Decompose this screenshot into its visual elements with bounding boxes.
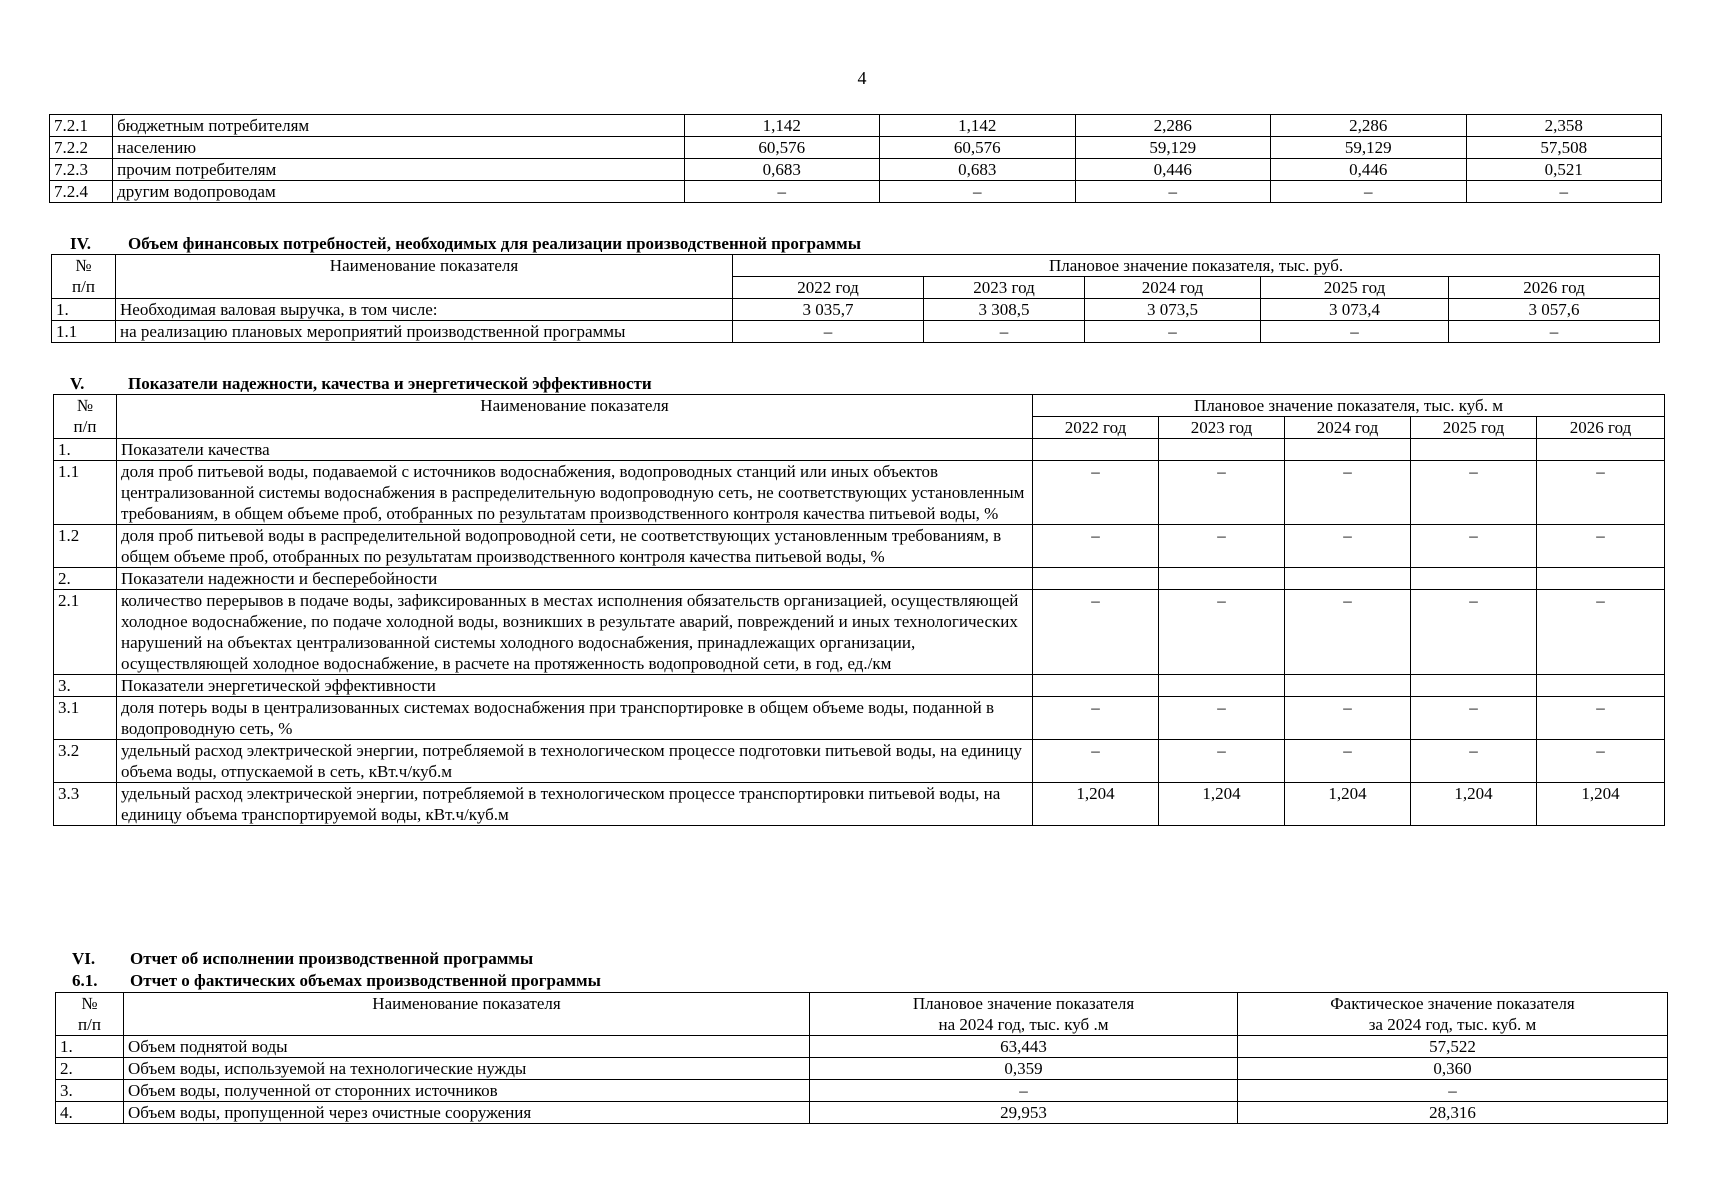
row-name: доля потерь воды в централизованных системах водоснабжения при транспортировке в общем объеме воды, поданной в водопроводную сеть, % [117, 697, 1033, 740]
header-number: № п/п [52, 255, 116, 299]
row-value [1285, 675, 1411, 697]
section-vi-number: VI. [72, 949, 96, 968]
row-value: – [1033, 740, 1159, 783]
header-plan-value: Плановое значение показателя, тыс. руб. [733, 255, 1660, 277]
row-value: – [1285, 740, 1411, 783]
table-financial-needs [51, 254, 1660, 343]
table-row [50, 137, 1662, 159]
row-value: 1,142 [684, 115, 879, 137]
header-year: 2023 год [1159, 417, 1285, 439]
table-row [54, 590, 1665, 675]
row-name: Объем воды, используемой на технологические нужды [124, 1058, 810, 1080]
row-name: другим водопроводам [113, 181, 684, 203]
row-value [1537, 675, 1665, 697]
row-fact-value: 0,360 [1238, 1058, 1668, 1080]
row-value: 1,204 [1537, 783, 1665, 826]
row-value: 0,683 [880, 159, 1075, 181]
table-row [54, 740, 1665, 783]
row-value: – [1411, 740, 1537, 783]
row-value: – [733, 321, 924, 343]
row-number: 1. [52, 299, 116, 321]
row-plan-value: 63,443 [810, 1036, 1238, 1058]
row-value [1033, 568, 1159, 590]
row-name: на реализацию плановых мероприятий производственной программы [116, 321, 733, 343]
table-row [54, 461, 1665, 525]
row-value: 0,521 [1466, 159, 1662, 181]
row-value: 0,683 [684, 159, 879, 181]
row-value: – [1537, 461, 1665, 525]
section-vi-heading [72, 949, 533, 969]
row-value: – [1159, 525, 1285, 568]
header-year: 2024 год [1285, 417, 1411, 439]
row-number: 2. [56, 1058, 124, 1080]
row-name: Показатели надежности и бесперебойности [117, 568, 1033, 590]
row-value: 1,204 [1411, 783, 1537, 826]
row-name: Показатели энергетической эффективности [117, 675, 1033, 697]
section-iv-title: Объем финансовых потребностей, необходимых для реализации производственной программы [128, 234, 861, 253]
header-fact-2024: Фактическое значение показателя за 2024 год, тыс. куб. м [1238, 993, 1668, 1036]
section-iv-heading [70, 234, 861, 254]
row-value: 2,358 [1466, 115, 1662, 137]
table-actual-volumes [55, 992, 1668, 1124]
table-row [54, 675, 1665, 697]
row-name: населению [113, 137, 684, 159]
table-row [56, 1102, 1668, 1124]
row-value: 1,204 [1159, 783, 1285, 826]
header-year: 2025 год [1261, 277, 1449, 299]
row-value: – [1159, 461, 1285, 525]
section-6-1-title: Отчет о фактических объемах производственной программы [130, 971, 601, 990]
row-value: 60,576 [684, 137, 879, 159]
table-row [54, 525, 1665, 568]
header-year: 2026 год [1537, 417, 1665, 439]
row-name: прочим потребителям [113, 159, 684, 181]
section-v-title: Показатели надежности, качества и энергетической эффективности [128, 374, 652, 393]
row-name: Показатели качества [117, 439, 1033, 461]
row-value: 2,286 [1075, 115, 1270, 137]
header-number: № п/п [54, 395, 117, 439]
table-row [54, 568, 1665, 590]
table-row [56, 1080, 1668, 1102]
row-value: – [880, 181, 1075, 203]
row-value: – [1285, 697, 1411, 740]
row-value: 3 308,5 [924, 299, 1085, 321]
header-number: № п/п [56, 993, 124, 1036]
row-plan-value: 29,953 [810, 1102, 1238, 1124]
row-value: 3 073,4 [1261, 299, 1449, 321]
row-name: Объем воды, полученной от сторонних источников [124, 1080, 810, 1102]
row-number: 3.3 [54, 783, 117, 826]
row-name: Объем воды, пропущенной через очистные сооружения [124, 1102, 810, 1124]
row-value [1159, 439, 1285, 461]
row-name: количество перерывов в подаче воды, зафиксированных в местах исполнения обязательств организацией, осуществляющей холодное водоснабжение, по подаче холодной воды, возникших в результате аварий, повреждений и иных технологических нарушений на объектах централизованной системы холодного водоснабжения, принадлежащих организации, осуществляющей холодное водоснабжение, в расчете на протяженность водопроводной сети, в год, ед./км [117, 590, 1033, 675]
row-value: 3 073,5 [1085, 299, 1261, 321]
row-value: 57,508 [1466, 137, 1662, 159]
row-value: – [1537, 697, 1665, 740]
table-row [54, 439, 1665, 461]
row-value: – [1271, 181, 1466, 203]
row-value: – [684, 181, 879, 203]
header-year: 2022 год [1033, 417, 1159, 439]
row-value: – [1449, 321, 1660, 343]
row-value: 1,204 [1285, 783, 1411, 826]
row-value: – [1537, 590, 1665, 675]
row-value [1033, 675, 1159, 697]
row-value: 60,576 [880, 137, 1075, 159]
row-value [1033, 439, 1159, 461]
header-plan-2024: Плановое значение показателя на 2024 год, тыс. куб .м [810, 993, 1238, 1036]
header-year: 2026 год [1449, 277, 1660, 299]
row-name: доля проб питьевой воды в распределительной водопроводной сети, не соответствующих установленным требованиям, в общем объеме проб, отобранных по результатам производственного контроля качества питьевой воды, % [117, 525, 1033, 568]
row-value: 1,204 [1033, 783, 1159, 826]
row-value: – [1033, 590, 1159, 675]
row-value: – [1411, 525, 1537, 568]
row-value: – [1411, 697, 1537, 740]
section-6-1-heading [72, 971, 601, 991]
row-value [1285, 568, 1411, 590]
table-row [50, 115, 1662, 137]
section-6-1-number: 6.1. [72, 971, 98, 990]
row-value: – [1261, 321, 1449, 343]
row-number: 7.2.2 [50, 137, 113, 159]
table-row [56, 1036, 1668, 1058]
row-value: 59,129 [1075, 137, 1270, 159]
row-value: – [1159, 697, 1285, 740]
row-fact-value: 57,522 [1238, 1036, 1668, 1058]
row-value [1537, 568, 1665, 590]
header-year: 2025 год [1411, 417, 1537, 439]
section-iv-number: IV. [70, 234, 91, 253]
table-row [56, 1058, 1668, 1080]
row-value: – [1159, 590, 1285, 675]
table-row [52, 299, 1660, 321]
row-number: 7.2.4 [50, 181, 113, 203]
row-value: 3 035,7 [733, 299, 924, 321]
row-name: удельный расход электрической энергии, потребляемой в технологическом процессе транспортировки питьевой воды, на единицу объема транспортируемой воды, кВт.ч/куб.м [117, 783, 1033, 826]
row-value: – [1411, 590, 1537, 675]
header-year: 2023 год [924, 277, 1085, 299]
row-name: доля проб питьевой воды, подаваемой с источников водоснабжения, водопроводных станций или иных объектов централизованной системы водоснабжения в распределительную водопроводную сеть, не соответствующих установленным требованиям, в общем объеме проб, отобранных по результатам производственного контроля качества питьевой воды, % [117, 461, 1033, 525]
row-value [1411, 568, 1537, 590]
header-year: 2022 год [733, 277, 924, 299]
row-value: – [1537, 740, 1665, 783]
row-value [1411, 439, 1537, 461]
row-value: – [1411, 461, 1537, 525]
table-row [54, 783, 1665, 826]
section-v-heading [70, 374, 652, 394]
section-v-number: V. [70, 374, 85, 393]
row-value: – [1033, 697, 1159, 740]
row-value: – [1085, 321, 1261, 343]
row-number: 1.1 [52, 321, 116, 343]
header-indicator-name: Наименование показателя [124, 993, 810, 1036]
page-number: 4 [857, 68, 867, 88]
row-value: – [1033, 525, 1159, 568]
row-name: Объем поднятой воды [124, 1036, 810, 1058]
row-number: 7.2.1 [50, 115, 113, 137]
row-name: бюджетным потребителям [113, 115, 684, 137]
row-number: 2. [54, 568, 117, 590]
row-plan-value: 0,359 [810, 1058, 1238, 1080]
row-value: 2,286 [1271, 115, 1466, 137]
row-value: – [1466, 181, 1662, 203]
row-number: 3.1 [54, 697, 117, 740]
row-value: – [1159, 740, 1285, 783]
table-row [54, 697, 1665, 740]
table-row [50, 159, 1662, 181]
row-fact-value: 28,316 [1238, 1102, 1668, 1124]
row-number: 1.1 [54, 461, 117, 525]
row-number: 2.1 [54, 590, 117, 675]
row-plan-value: – [810, 1080, 1238, 1102]
row-number: 1. [56, 1036, 124, 1058]
row-value: – [1285, 590, 1411, 675]
row-value [1411, 675, 1537, 697]
row-name: удельный расход электрической энергии, потребляемой в технологическом процессе подготовки питьевой воды, на единицу объема воды, отпускаемой в сеть, кВт.ч/куб.м [117, 740, 1033, 783]
row-value: – [1285, 525, 1411, 568]
row-value: – [1075, 181, 1270, 203]
table-row [50, 181, 1662, 203]
row-value: 3 057,6 [1449, 299, 1660, 321]
section-vi-title: Отчет об исполнении производственной программы [130, 949, 534, 968]
header-year: 2024 год [1085, 277, 1261, 299]
row-number: 1. [54, 439, 117, 461]
row-value: 0,446 [1271, 159, 1466, 181]
header-indicator-name: Наименование показателя [117, 395, 1033, 439]
row-value: – [1537, 525, 1665, 568]
row-value [1159, 675, 1285, 697]
row-fact-value: – [1238, 1080, 1668, 1102]
row-value [1537, 439, 1665, 461]
row-number: 3. [54, 675, 117, 697]
row-value [1285, 439, 1411, 461]
row-value [1159, 568, 1285, 590]
header-plan-value: Плановое значение показателя, тыс. куб. м [1033, 395, 1665, 417]
row-value: – [924, 321, 1085, 343]
row-number: 1.2 [54, 525, 117, 568]
row-value: – [1285, 461, 1411, 525]
row-value: 0,446 [1075, 159, 1270, 181]
header-indicator-name: Наименование показателя [116, 255, 733, 299]
row-name: Необходимая валовая выручка, в том числе: [116, 299, 733, 321]
row-value: 1,142 [880, 115, 1075, 137]
table-row [52, 321, 1660, 343]
row-value: – [1033, 461, 1159, 525]
table-reliability-indicators [53, 394, 1665, 826]
row-number: 3. [56, 1080, 124, 1102]
row-value: 59,129 [1271, 137, 1466, 159]
row-number: 3.2 [54, 740, 117, 783]
row-number: 4. [56, 1102, 124, 1124]
row-number: 7.2.3 [50, 159, 113, 181]
table-water-supply-breakdown [49, 114, 1662, 203]
